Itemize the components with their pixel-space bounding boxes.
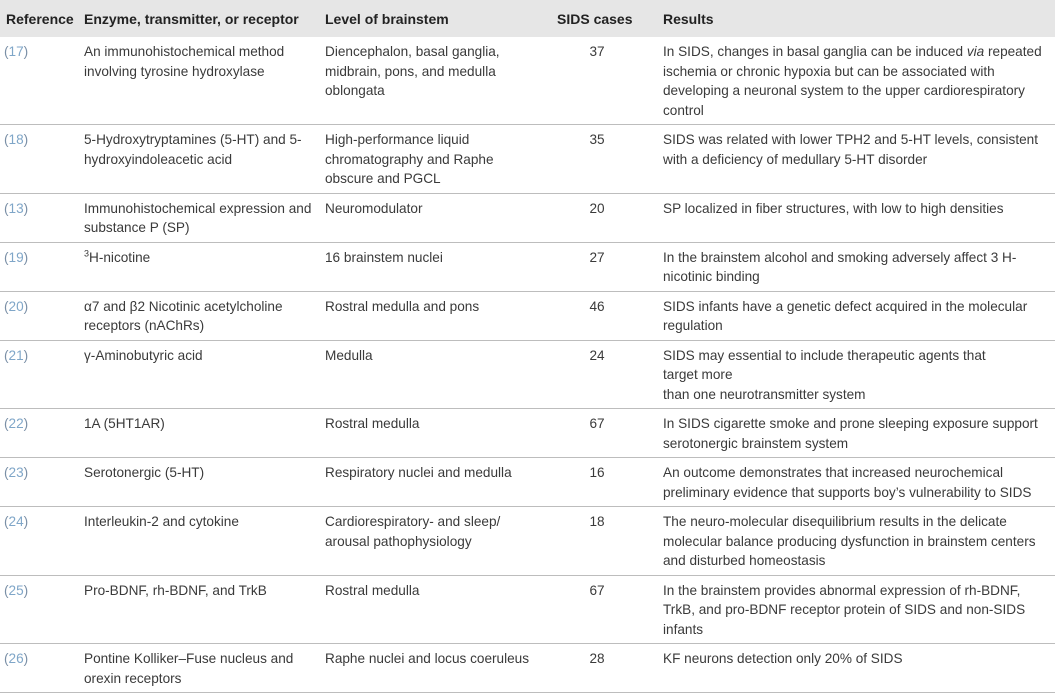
level-cell: Cardiorespiratory- and sleep/ arousal pathophysiology xyxy=(319,507,549,576)
level-cell: High-performance liquid chromatography and Raphe obscure and PGCL xyxy=(319,125,549,194)
table-row xyxy=(0,409,1055,458)
results-cell xyxy=(657,340,1055,409)
results-emphasis: via xyxy=(966,44,985,59)
cases-cell: 16 xyxy=(549,458,657,507)
reference-link[interactable]: 19 xyxy=(8,249,24,265)
reference-cell: (25) xyxy=(0,575,78,644)
level-cell: Raphe nuclei and locus coeruleus xyxy=(319,644,549,693)
table-row xyxy=(0,575,1055,644)
cases-cell: 67 xyxy=(549,575,657,644)
results-line: than one neurotransmitter system xyxy=(663,386,866,402)
table-row xyxy=(0,507,1055,576)
cases-cell: 67 xyxy=(549,409,657,458)
reference-cell: (24) xyxy=(0,507,78,576)
header-results: Results xyxy=(663,10,714,27)
results-cell xyxy=(657,37,1055,125)
header-level: Level of brainstem xyxy=(325,10,449,27)
cases-cell: 24 xyxy=(549,340,657,409)
level-cell: Rostral medulla xyxy=(319,575,549,644)
enzyme-cell xyxy=(78,242,319,291)
reference-cell: (23) xyxy=(0,458,78,507)
enzyme-cell: Interleukin-2 and cytokine xyxy=(78,507,319,576)
level-cell: Respiratory nuclei and medulla xyxy=(319,458,549,507)
results-cell: KF neurons detection only 20% of SIDS xyxy=(657,644,1055,693)
level-cell: Rostral medulla xyxy=(319,409,549,458)
reference-link[interactable]: 25 xyxy=(8,582,24,598)
level-cell: 16 brainstem nuclei xyxy=(319,242,549,291)
reference-cell: (26) xyxy=(0,644,78,693)
table-row xyxy=(0,644,1055,693)
level-cell: Neuromodulator xyxy=(319,193,549,242)
header-reference: Reference xyxy=(6,10,74,27)
enzyme-cell: Pro-BDNF, rh-BDNF, and TrkB xyxy=(78,575,319,644)
reference-link[interactable]: 21 xyxy=(8,347,24,363)
enzyme-cell: α7 and β2 Nicotinic acetylcholine receptors (nAChRs) xyxy=(78,291,319,340)
table-row xyxy=(0,291,1055,340)
header-sids-cases: SIDS cases xyxy=(557,10,633,27)
results-line: SIDS may essential to include therapeutic agents that xyxy=(663,347,986,363)
enzyme-cell: 5-Hydroxytryptamines (5-HT) and 5-hydroxyindoleacetic acid xyxy=(78,125,319,194)
reference-link[interactable]: 18 xyxy=(8,132,24,147)
reference-cell: (17) xyxy=(0,37,78,125)
results-cell: In SIDS cigarette smoke and prone sleeping exposure support serotonergic brainstem system xyxy=(657,409,1055,458)
cases-cell: 27 xyxy=(549,242,657,291)
cases-cell: 35 xyxy=(549,125,657,194)
reference-link[interactable]: 26 xyxy=(8,651,24,666)
enzyme-cell: An immunohistochemical method involving tyrosine hydroxylase xyxy=(78,37,319,125)
level-cell: Rostral medulla and pons xyxy=(319,291,549,340)
cases-cell: 20 xyxy=(549,193,657,242)
header-enzyme: Enzyme, transmitter, or receptor xyxy=(84,10,299,27)
reference-cell: (18) xyxy=(0,125,78,194)
results-text: repeated ischemia or chronic hypoxia but can be associated with developing a neuronal system to the upper cardiorespiratory control xyxy=(663,44,1042,118)
results-text: In SIDS, changes in basal ganglia can be induced xyxy=(663,44,967,59)
superscript: 3 xyxy=(84,247,90,258)
results-cell: SIDS infants have a genetic defect acquired in the molecular regulation xyxy=(657,291,1055,340)
enzyme-cell: γ-Aminobutyric acid xyxy=(78,340,319,409)
enzyme-cell: 1A (5HT1AR) xyxy=(78,409,319,458)
table-row xyxy=(0,125,1055,194)
enzyme-cell: Serotonergic (5-HT) xyxy=(78,458,319,507)
results-cell: SP localized in fiber structures, with low to high densities xyxy=(657,193,1055,242)
enzyme-cell: Immunohistochemical expression and substance P (SP) xyxy=(78,193,319,242)
cases-cell: 28 xyxy=(549,644,657,693)
cases-cell: 46 xyxy=(549,291,657,340)
reference-cell: (21) xyxy=(0,340,78,409)
table-header-row xyxy=(0,0,1055,37)
results-cell: An outcome demonstrates that increased neurochemical preliminary evidence that supports boy’s vulnerability to SIDS xyxy=(657,458,1055,507)
reference-link[interactable]: 24 xyxy=(8,514,24,529)
enzyme-cell: Pontine Kolliker–Fuse nucleus and orexin receptors xyxy=(78,644,319,693)
reference-link[interactable]: 13 xyxy=(8,200,24,216)
reference-cell: (20) xyxy=(0,291,78,340)
results-cell: The neuro-molecular disequilibrium results in the delicate molecular balance producing dysfunction in brainstem centers and disturbed homeostasis xyxy=(657,507,1055,576)
table-row xyxy=(0,193,1055,242)
table-row xyxy=(0,340,1055,409)
results-cell: In the brainstem alcohol and smoking adversely affect 3 H-nicotinic binding xyxy=(657,242,1055,291)
level-cell: Diencephalon, basal ganglia, midbrain, pons, and medulla oblongata xyxy=(319,37,549,125)
level-cell: Medulla xyxy=(319,340,549,409)
reference-cell: (22) xyxy=(0,409,78,458)
reference-link[interactable]: 20 xyxy=(8,298,24,314)
results-cell: SIDS was related with lower TPH2 and 5-HT levels, consistent with a deficiency of medullary 5-HT disorder xyxy=(657,125,1055,194)
table-row xyxy=(0,458,1055,507)
cases-cell: 37 xyxy=(549,37,657,125)
enzyme-text: H-nicotine xyxy=(89,249,151,265)
reference-cell: (19) xyxy=(0,242,78,291)
reference-link[interactable]: 23 xyxy=(8,465,24,480)
table-row xyxy=(0,37,1055,125)
cases-cell: 18 xyxy=(549,507,657,576)
results-cell: In the brainstem provides abnormal expression of rh-BDNF, TrkB, and pro-BDNF receptor protein of SIDS and non-SIDS infants xyxy=(657,575,1055,644)
reference-link[interactable]: 22 xyxy=(8,416,24,431)
reference-cell: (13) xyxy=(0,193,78,242)
results-line: target more xyxy=(663,367,733,382)
table-row xyxy=(0,242,1055,291)
reference-link[interactable]: 17 xyxy=(8,44,24,59)
